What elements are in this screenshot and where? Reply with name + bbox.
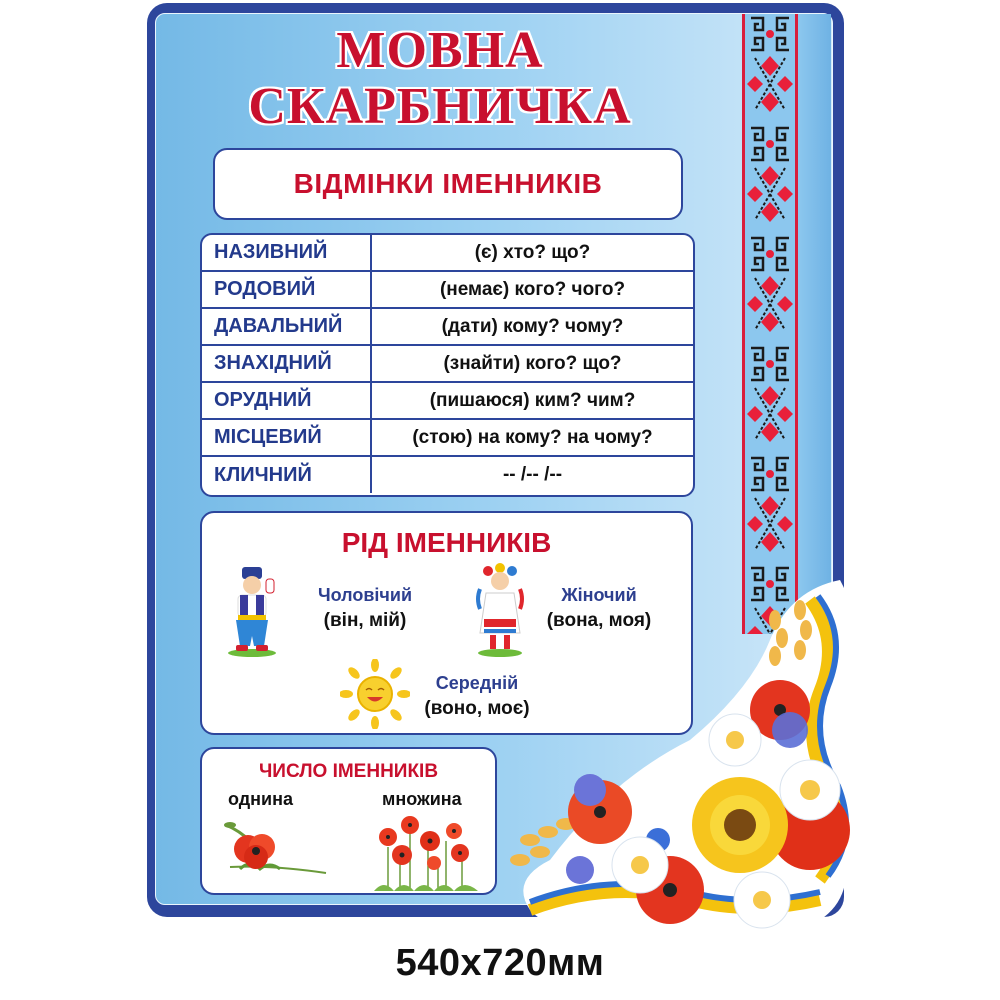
table-row bbox=[202, 235, 693, 272]
table-row bbox=[202, 420, 693, 457]
plural-label: множина bbox=[382, 789, 462, 809]
gender-heading: РІД ІМЕННИКІВ bbox=[341, 527, 552, 558]
case-question: (дати) кому? чому? bbox=[441, 315, 624, 337]
case-name: НАЗИВНИЙ bbox=[202, 235, 372, 270]
gender-example: (вона, моя) bbox=[546, 610, 652, 631]
number-heading: ЧИСЛО ІМЕННИКІВ bbox=[258, 761, 439, 782]
subtitle: ВІДМІНКИ ІМЕННИКІВ bbox=[293, 168, 603, 199]
gender-name: Чоловічий bbox=[317, 585, 413, 605]
case-question: -- /-- /-- bbox=[502, 464, 563, 485]
case-name: КЛИЧНИЙ bbox=[202, 457, 372, 493]
many-poppies-icon bbox=[374, 813, 478, 896]
singular-label: однина bbox=[228, 789, 294, 809]
case-name: ДАВАЛЬНИЙ bbox=[202, 309, 372, 344]
flower-bouquet-decoration bbox=[490, 580, 870, 940]
case-question: (стою) на кому? на чому? bbox=[412, 426, 653, 448]
case-name: МІСЦЕВИЙ bbox=[202, 420, 372, 455]
gender-masculine bbox=[300, 585, 430, 632]
right-band bbox=[798, 14, 831, 634]
cases-table bbox=[200, 233, 695, 497]
subtitle-box bbox=[213, 148, 683, 220]
case-question: (пишаюся) ким? чим? bbox=[429, 389, 636, 411]
boy-icon bbox=[224, 565, 280, 662]
table-row bbox=[202, 346, 693, 383]
poster-title-line2: СКАРБНИЧКА bbox=[248, 78, 632, 135]
gender-example: (він, мій) bbox=[323, 610, 407, 631]
single-poppy-icon bbox=[220, 817, 330, 890]
case-name: ОРУДНИЙ bbox=[202, 383, 372, 418]
case-question: (є) хто? що? bbox=[474, 241, 591, 263]
case-name: ЗНАХІДНИЙ bbox=[202, 346, 372, 381]
number-box bbox=[200, 747, 497, 895]
embroidery-ornament bbox=[742, 14, 798, 634]
case-question: (знайти) кого? що? bbox=[443, 352, 622, 374]
case-question: (немає) кого? чого? bbox=[439, 278, 626, 300]
table-row bbox=[202, 272, 693, 309]
size-label: 540x720мм bbox=[395, 942, 605, 984]
sun-icon bbox=[340, 659, 410, 734]
gender-example: (воно, моє) bbox=[424, 698, 530, 719]
gender-name: Середній bbox=[435, 673, 519, 693]
table-row bbox=[202, 383, 693, 420]
table-row bbox=[202, 309, 693, 346]
gender-name: Жіночий bbox=[561, 585, 637, 605]
case-name: РОДОВИЙ bbox=[202, 272, 372, 307]
poster-title-line1: МОВНА bbox=[336, 22, 544, 79]
table-row bbox=[202, 457, 693, 493]
